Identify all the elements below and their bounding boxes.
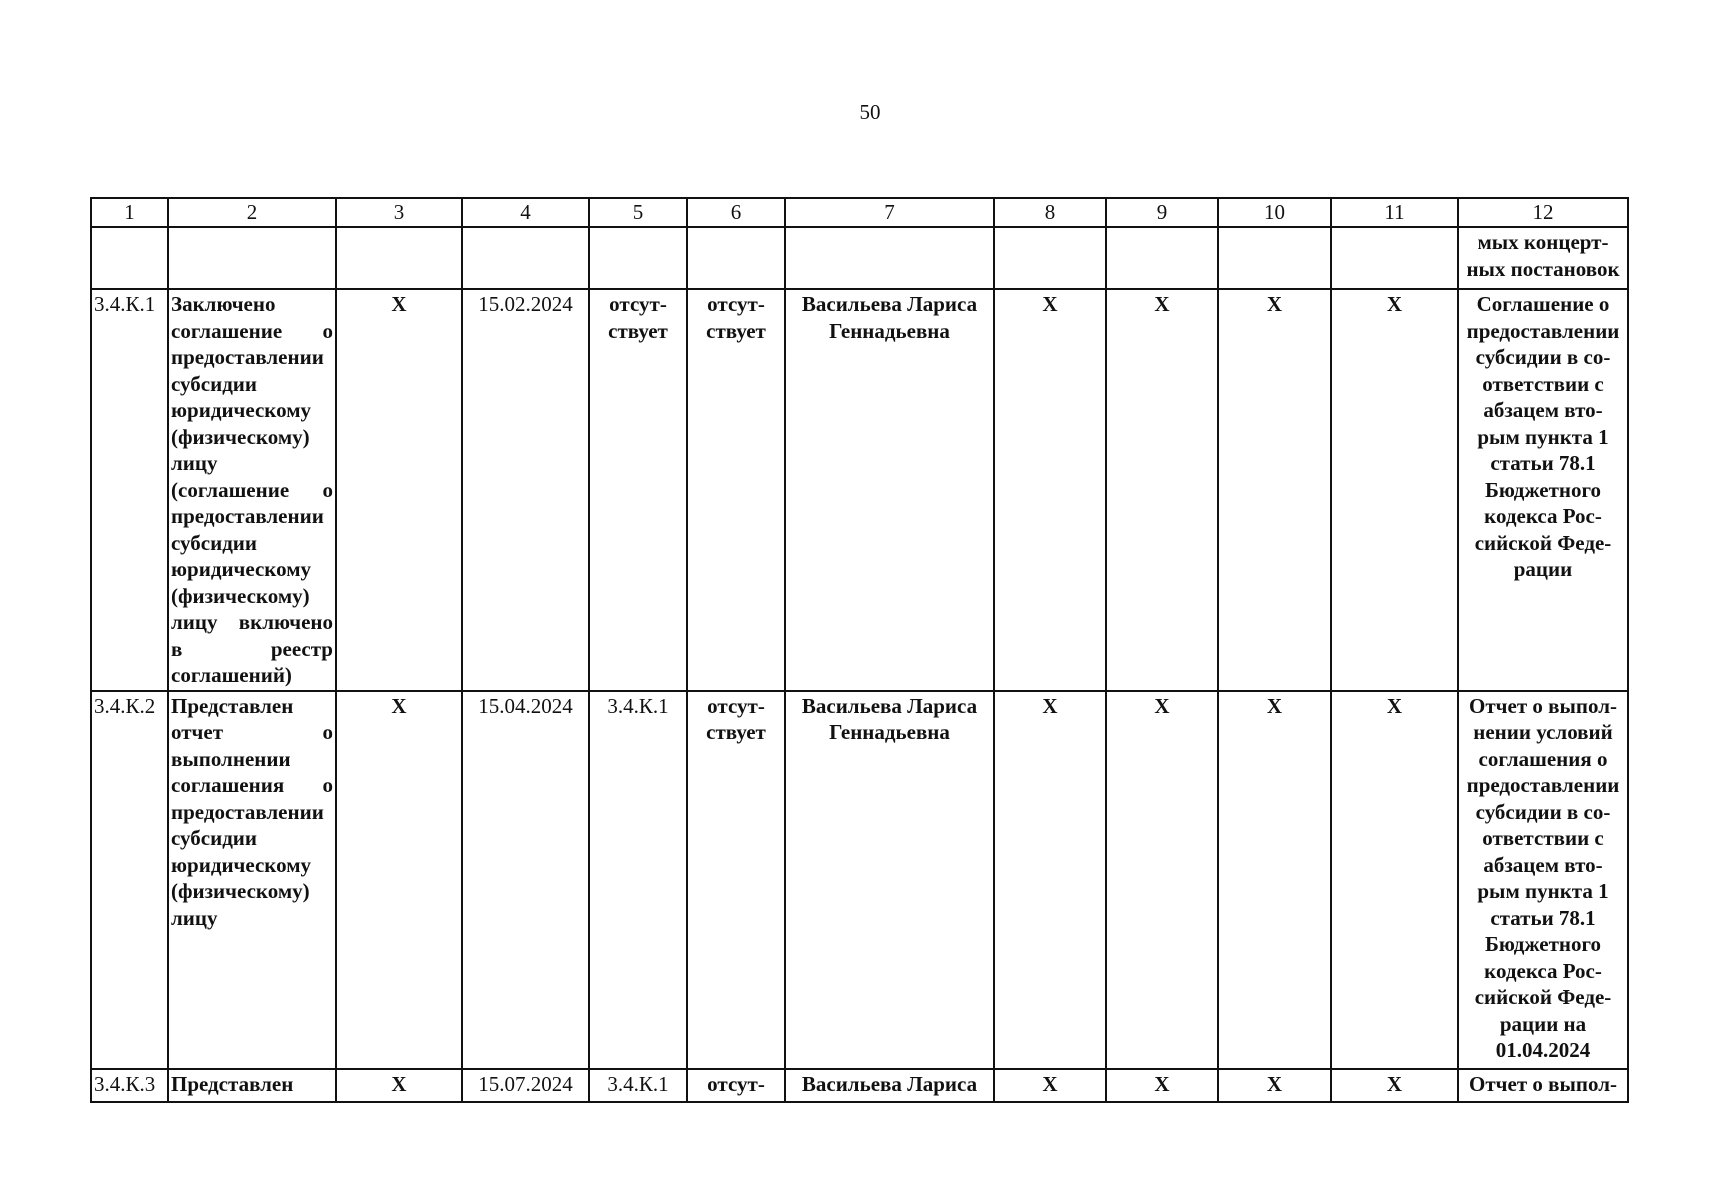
col8-cell: X bbox=[994, 289, 1106, 691]
col10-cell: X bbox=[1218, 1069, 1331, 1102]
date-cell: 15.04.2024 bbox=[462, 691, 589, 1069]
table-row bbox=[91, 1069, 1628, 1102]
description-cell: Заключено соглашение о предоставлении субсидии юридическому (физическому) лицу (соглашение о предоставлении субсидии юридическому (физическому) лицу включено в реестр соглашений) bbox=[168, 289, 336, 691]
table-row bbox=[91, 691, 1628, 1069]
header-cell: 6 bbox=[687, 198, 785, 227]
header-cell: 5 bbox=[589, 198, 687, 227]
col5-cell: 3.4.К.1 bbox=[589, 1069, 687, 1102]
col3-cell: X bbox=[336, 1069, 462, 1102]
col11-cell: X bbox=[1331, 289, 1458, 691]
col6-cell: отсут- bbox=[687, 1069, 785, 1102]
header-cell: 9 bbox=[1106, 198, 1218, 227]
col5-cell: отсут- ствует bbox=[589, 289, 687, 691]
col10-cell: X bbox=[1218, 691, 1331, 1069]
header-cell: 8 bbox=[994, 198, 1106, 227]
responsible-cell: Васильева Лариса Геннадьевна bbox=[785, 289, 994, 691]
col9-cell: X bbox=[1106, 691, 1218, 1069]
col3-cell: X bbox=[336, 289, 462, 691]
document-cell: мых концерт- ных постановок bbox=[1458, 227, 1628, 289]
col11-cell: X bbox=[1331, 691, 1458, 1069]
description-cell: Представлен отчет о выполнении соглашения о предоставлении субсидии юридическому (физическому) лицу bbox=[168, 691, 336, 1069]
code-cell: 3.4.К.2 bbox=[91, 691, 168, 1069]
col6-cell: отсут- ствует bbox=[687, 289, 785, 691]
col9-cell: X bbox=[1106, 1069, 1218, 1102]
header-cell: 1 bbox=[91, 198, 168, 227]
col10-cell: X bbox=[1218, 289, 1331, 691]
col9-cell: X bbox=[1106, 289, 1218, 691]
description-cell: Представлен bbox=[168, 1069, 336, 1102]
code-cell: 3.4.К.3 bbox=[91, 1069, 168, 1102]
header-cell: 3 bbox=[336, 198, 462, 227]
date-cell: 15.07.2024 bbox=[462, 1069, 589, 1102]
document-cell: Отчет о выпол- нении условий соглашения о предоставлении субсидии в со- ответствии с абзацем вто- рым пункта 1 статьи 78.1 Бюджетного кодекса Рос- сийской Феде- рации на 01.04.2024 bbox=[1458, 691, 1628, 1069]
code-cell: 3.4.К.1 bbox=[91, 289, 168, 691]
col3-cell: X bbox=[336, 691, 462, 1069]
header-cell: 12 bbox=[1458, 198, 1628, 227]
col8-cell: X bbox=[994, 691, 1106, 1069]
table-header-row bbox=[91, 198, 1628, 227]
header-cell: 7 bbox=[785, 198, 994, 227]
document-cell: Отчет о выпол- bbox=[1458, 1069, 1628, 1102]
document-cell: Соглашение о предоставлении субсидии в со- ответствии с абзацем вто- рым пункта 1 статьи 78.1 Бюджетного кодекса Рос- сийской Феде- рации bbox=[1458, 289, 1628, 691]
header-cell: 2 bbox=[168, 198, 336, 227]
table-row bbox=[91, 289, 1628, 691]
date-cell: 15.02.2024 bbox=[462, 289, 589, 691]
table-row-continuation bbox=[91, 227, 1628, 289]
header-cell: 11 bbox=[1331, 198, 1458, 227]
header-cell: 4 bbox=[462, 198, 589, 227]
col6-cell: отсут- ствует bbox=[687, 691, 785, 1069]
col5-cell: 3.4.К.1 bbox=[589, 691, 687, 1069]
col8-cell: X bbox=[994, 1069, 1106, 1102]
schedule-table bbox=[90, 197, 1629, 1103]
col11-cell: X bbox=[1331, 1069, 1458, 1102]
page-number: 50 bbox=[859, 100, 881, 124]
header-cell: 10 bbox=[1218, 198, 1331, 227]
responsible-cell: Васильева Лариса bbox=[785, 1069, 994, 1102]
responsible-cell: Васильева Лариса Геннадьевна bbox=[785, 691, 994, 1069]
